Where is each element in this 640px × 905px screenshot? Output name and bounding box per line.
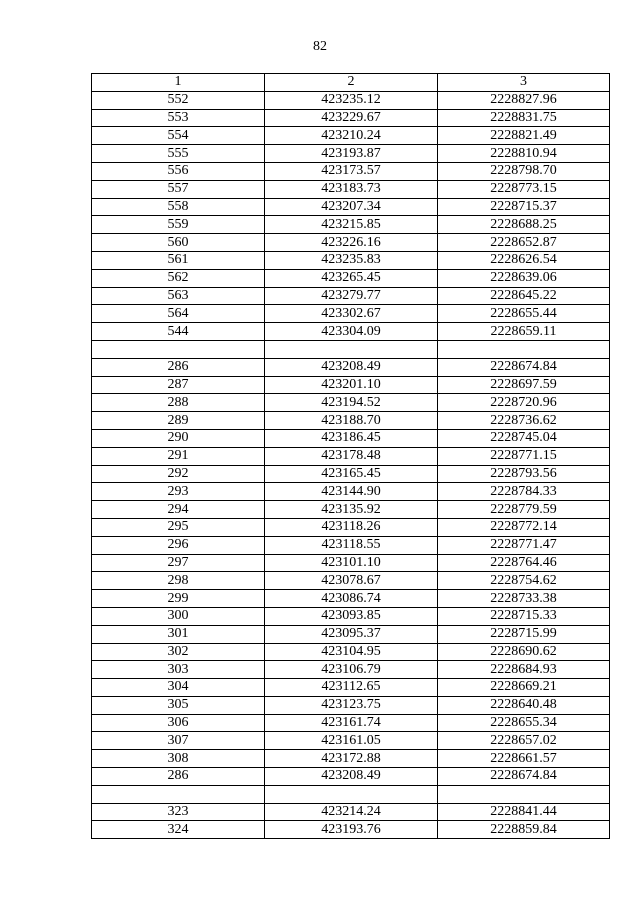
table-row	[92, 216, 610, 234]
table-cell: 423101.10	[265, 554, 438, 572]
table-cell: 293	[92, 483, 265, 501]
table-cell: 423229.67	[265, 109, 438, 127]
table-cell: 2228771.15	[438, 447, 610, 465]
table-cell: 423193.76	[265, 821, 438, 839]
table-cell: 294	[92, 501, 265, 519]
table-row	[92, 483, 610, 501]
table-row	[92, 768, 610, 786]
table-cell: 423193.87	[265, 145, 438, 163]
table-cell: 423078.67	[265, 572, 438, 590]
table-cell: 2228690.62	[438, 643, 610, 661]
table-cell: 2228754.62	[438, 572, 610, 590]
table-row	[92, 145, 610, 163]
table-cell: 2228831.75	[438, 109, 610, 127]
table-cell: 292	[92, 465, 265, 483]
table-cell	[265, 340, 438, 358]
table-cell: 552	[92, 91, 265, 109]
table-cell: 2228821.49	[438, 127, 610, 145]
table-cell: 2228736.62	[438, 412, 610, 430]
table-cell: 423208.49	[265, 358, 438, 376]
table-cell: 423118.55	[265, 536, 438, 554]
table-cell: 423302.67	[265, 305, 438, 323]
table-cell	[92, 340, 265, 358]
table-cell: 308	[92, 750, 265, 768]
table-cell: 2228720.96	[438, 394, 610, 412]
table-cell: 423214.24	[265, 803, 438, 821]
table-cell: 2228659.11	[438, 323, 610, 341]
table-cell: 288	[92, 394, 265, 412]
table-cell: 2228827.96	[438, 91, 610, 109]
table-cell: 562	[92, 269, 265, 287]
table-row	[92, 269, 610, 287]
table-cell: 2228657.02	[438, 732, 610, 750]
table-cell: 306	[92, 714, 265, 732]
table-cell: 423093.85	[265, 607, 438, 625]
table-row	[92, 501, 610, 519]
table-cell: 423165.45	[265, 465, 438, 483]
table-cell: 554	[92, 127, 265, 145]
table-cell: 2228684.93	[438, 661, 610, 679]
table-cell: 301	[92, 625, 265, 643]
table-cell: 324	[92, 821, 265, 839]
table-cell: 2228655.44	[438, 305, 610, 323]
table-cell: 423215.85	[265, 216, 438, 234]
table-cell: 299	[92, 590, 265, 608]
table-cell: 423207.34	[265, 198, 438, 216]
table-cell: 290	[92, 429, 265, 447]
table-cell: 2228779.59	[438, 501, 610, 519]
table-cell: 564	[92, 305, 265, 323]
table-cell: 2228640.48	[438, 696, 610, 714]
table-row	[92, 590, 610, 608]
table-row	[92, 358, 610, 376]
table-cell: 423235.83	[265, 251, 438, 269]
table-cell: 423161.74	[265, 714, 438, 732]
table-row	[92, 607, 610, 625]
table-cell: 423188.70	[265, 412, 438, 430]
table-cell: 304	[92, 679, 265, 697]
table-row	[92, 287, 610, 305]
table-cell: 423265.45	[265, 269, 438, 287]
table-cell: 561	[92, 251, 265, 269]
table-cell: 2228674.84	[438, 358, 610, 376]
table-cell: 289	[92, 412, 265, 430]
table-cell: 2228772.14	[438, 518, 610, 536]
table-cell: 423161.05	[265, 732, 438, 750]
table-cell: 2228798.70	[438, 162, 610, 180]
table-cell: 423183.73	[265, 180, 438, 198]
table-cell: 302	[92, 643, 265, 661]
column-header: 2	[265, 74, 438, 92]
table-cell: 2228859.84	[438, 821, 610, 839]
table-row	[92, 447, 610, 465]
table-cell: 423106.79	[265, 661, 438, 679]
table-cell: 295	[92, 518, 265, 536]
table-cell: 2228661.57	[438, 750, 610, 768]
table-cell: 2228697.59	[438, 376, 610, 394]
table-cell: 2228626.54	[438, 251, 610, 269]
table-row	[92, 518, 610, 536]
table-cell: 296	[92, 536, 265, 554]
table-cell: 307	[92, 732, 265, 750]
table-cell: 291	[92, 447, 265, 465]
table-cell: 423210.24	[265, 127, 438, 145]
table-row	[92, 714, 610, 732]
table-row	[92, 323, 610, 341]
table-row	[92, 679, 610, 697]
table-cell: 2228810.94	[438, 145, 610, 163]
table-cell: 423112.65	[265, 679, 438, 697]
table-row	[92, 803, 610, 821]
table-cell: 2228639.06	[438, 269, 610, 287]
table-row	[92, 429, 610, 447]
table-cell: 2228669.21	[438, 679, 610, 697]
table-cell: 2228841.44	[438, 803, 610, 821]
table-cell: 2228784.33	[438, 483, 610, 501]
table-cell: 2228655.34	[438, 714, 610, 732]
table-row	[92, 234, 610, 252]
table-cell: 423235.12	[265, 91, 438, 109]
table-cell: 2228645.22	[438, 287, 610, 305]
table-row	[92, 696, 610, 714]
page-number: 82	[313, 39, 327, 54]
table-cell: 544	[92, 323, 265, 341]
table-cell: 423095.37	[265, 625, 438, 643]
table-cell: 557	[92, 180, 265, 198]
table-row	[92, 785, 610, 803]
table-row	[92, 376, 610, 394]
table-cell	[92, 785, 265, 803]
table-cell: 423173.57	[265, 162, 438, 180]
table-row	[92, 554, 610, 572]
table-cell: 2228773.15	[438, 180, 610, 198]
table-cell: 287	[92, 376, 265, 394]
table-row	[92, 180, 610, 198]
table-cell: 2228715.37	[438, 198, 610, 216]
table-cell: 423144.90	[265, 483, 438, 501]
table-cell: 2228771.47	[438, 536, 610, 554]
table-row	[92, 251, 610, 269]
table-cell: 423178.48	[265, 447, 438, 465]
table-cell: 2228674.84	[438, 768, 610, 786]
table-row	[92, 821, 610, 839]
table-row	[92, 536, 610, 554]
table-cell: 423279.77	[265, 287, 438, 305]
table-cell: 2228715.33	[438, 607, 610, 625]
table-cell: 2228715.99	[438, 625, 610, 643]
table-cell: 286	[92, 358, 265, 376]
table-cell	[265, 785, 438, 803]
table-cell: 297	[92, 554, 265, 572]
table-row	[92, 661, 610, 679]
table-cell	[438, 340, 610, 358]
table-row	[92, 412, 610, 430]
table-cell: 560	[92, 234, 265, 252]
table-header-row	[92, 74, 610, 92]
table-cell: 2228745.04	[438, 429, 610, 447]
table-row	[92, 750, 610, 768]
table-row	[92, 109, 610, 127]
table-row	[92, 127, 610, 145]
table-cell: 323	[92, 803, 265, 821]
table-cell: 558	[92, 198, 265, 216]
coordinates-table	[91, 73, 610, 839]
column-header: 3	[438, 74, 610, 92]
table-cell: 559	[92, 216, 265, 234]
table-cell: 423186.45	[265, 429, 438, 447]
table-cell: 556	[92, 162, 265, 180]
table-cell: 423118.26	[265, 518, 438, 536]
table-cell: 423201.10	[265, 376, 438, 394]
table-row	[92, 305, 610, 323]
table-row	[92, 732, 610, 750]
table-row	[92, 643, 610, 661]
table-cell: 423226.16	[265, 234, 438, 252]
table-row	[92, 465, 610, 483]
table-cell: 423172.88	[265, 750, 438, 768]
table-row	[92, 162, 610, 180]
table-cell: 553	[92, 109, 265, 127]
table-row	[92, 625, 610, 643]
table-row	[92, 572, 610, 590]
table-cell: 298	[92, 572, 265, 590]
table-cell: 423304.09	[265, 323, 438, 341]
table-row	[92, 394, 610, 412]
column-header: 1	[92, 74, 265, 92]
table-cell: 2228764.46	[438, 554, 610, 572]
table-cell: 2228688.25	[438, 216, 610, 234]
table-cell: 423086.74	[265, 590, 438, 608]
table-row	[92, 340, 610, 358]
table-cell: 303	[92, 661, 265, 679]
table-cell: 300	[92, 607, 265, 625]
table-cell: 2228652.87	[438, 234, 610, 252]
table-cell: 423194.52	[265, 394, 438, 412]
table-cell: 2228793.56	[438, 465, 610, 483]
table-cell: 563	[92, 287, 265, 305]
table-cell	[438, 785, 610, 803]
table-cell: 305	[92, 696, 265, 714]
table-cell: 2228733.38	[438, 590, 610, 608]
table-row	[92, 198, 610, 216]
table-cell: 555	[92, 145, 265, 163]
table-cell: 423208.49	[265, 768, 438, 786]
table-cell: 286	[92, 768, 265, 786]
table-cell: 423123.75	[265, 696, 438, 714]
table-cell: 423104.95	[265, 643, 438, 661]
table-cell: 423135.92	[265, 501, 438, 519]
table-row	[92, 91, 610, 109]
